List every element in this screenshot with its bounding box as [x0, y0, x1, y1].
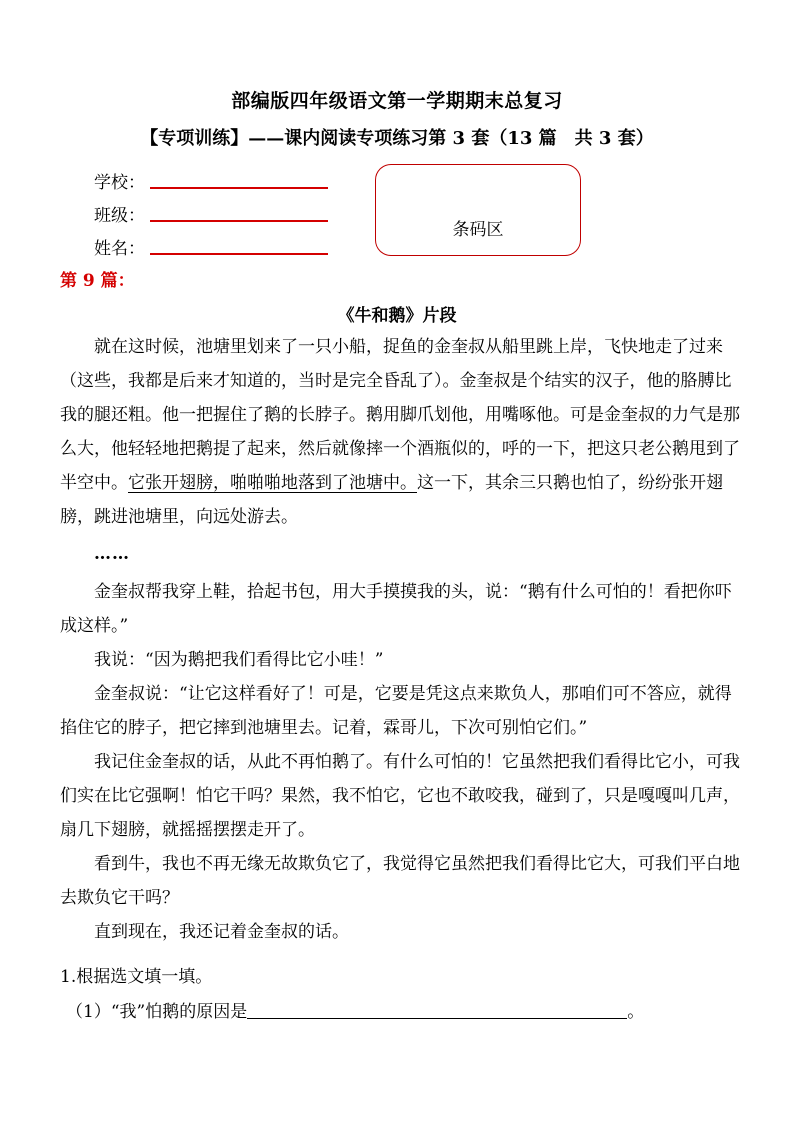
class-label: 班级： [94, 206, 145, 226]
underlined-sentence: 它张开翅膀，啪啪啪地落到了池塘中。 [128, 473, 417, 493]
page-subtitle: 【专项训练】——课内阅读专项练习第 3 套（13 篇 共 3 套） [140, 128, 654, 149]
name-input-line[interactable] [150, 253, 328, 255]
school-label: 学校： [94, 173, 145, 193]
name-field [94, 234, 148, 259]
paragraph-2: 金奎叔帮我穿上鞋，拾起书包，用大手摸摸我的头，说：“鹅有什么可怕的！看把你吓成这样。” [60, 582, 732, 636]
passage-title: 《牛和鹅》片段 [337, 306, 457, 326]
page-title: 部编版四年级语文第一学期期末总复习 [231, 90, 563, 112]
answer-line[interactable] [247, 1017, 627, 1019]
question-1-1-suffix: 。 [627, 1002, 645, 1022]
paragraph-3: 我说：“因为鹅把我们看得比它小哇！” [94, 650, 384, 670]
barcode-area [375, 164, 581, 256]
class-field [94, 201, 148, 226]
name-label: 姓名： [94, 239, 145, 259]
paragraph-5: 我记住金奎叔的话，从此不再怕鹅了。有什么可怕的！它虽然把我们看得比它小，可我们实在比它强啊！怕它干吗？果然，我不怕它，它也不敢咬我，碰到了，只是嘎嘎叫几声，扇几下翅膀，就摇摇摆摆走开了。 [60, 752, 740, 840]
question-1: 1.根据选文填一填。 [60, 967, 213, 987]
school-input-line[interactable] [150, 187, 328, 189]
class-input-line[interactable] [150, 220, 328, 222]
question-1-1 [66, 997, 644, 1022]
paragraph-4: 金奎叔说：“让它这样看好了！可是，它要是凭这点来欺负人，那咱们可不答应，就得掐住它的脖子，把它摔到池塘里去。记着，霖哥儿，下次可别怕它们。” [60, 684, 732, 738]
paragraph-7: 直到现在，我还记着金奎叔的话。 [94, 922, 349, 942]
school-field [94, 168, 148, 193]
paragraph-1-tail: 这一下，其余三只鹅也怕了，纷纷张开翅膀，跳进池塘里，向远处游去。 [60, 473, 723, 527]
passage-body-1 [60, 330, 740, 534]
paragraph-1-text: 就在这时候，池塘里划来了一只小船，捉鱼的金奎叔从船里跳上岸，飞快地走了过来（这些，我都是后来才知道的，当时是完全昏乱了）。金奎叔是个结实的汉子，他的胳膊比我的腿还粗。他一把握住了鹅的长脖子。鹅用脚爪划他，用嘴啄他。可是金奎叔的力气是那么大，他轻轻地把鹅提了起来，然后就像摔一个酒瓶似的，呼的一下，把这只老公鹅甩到了半空中。 [60, 337, 740, 493]
question-1-1-prefix: （1）“我”怕鹅的原因是 [66, 1002, 248, 1022]
paragraph-1 [60, 330, 740, 534]
ellipsis: …… [94, 544, 130, 564]
barcode-label: 条码区 [452, 220, 504, 240]
section-label: 第 9 篇： [60, 271, 135, 291]
passage-body-2 [60, 575, 740, 949]
paragraph-6: 看到牛，我也不再无缘无故欺负它了，我觉得它虽然把我们看得比它大，可我们平白地去欺负它干吗？ [60, 854, 740, 908]
